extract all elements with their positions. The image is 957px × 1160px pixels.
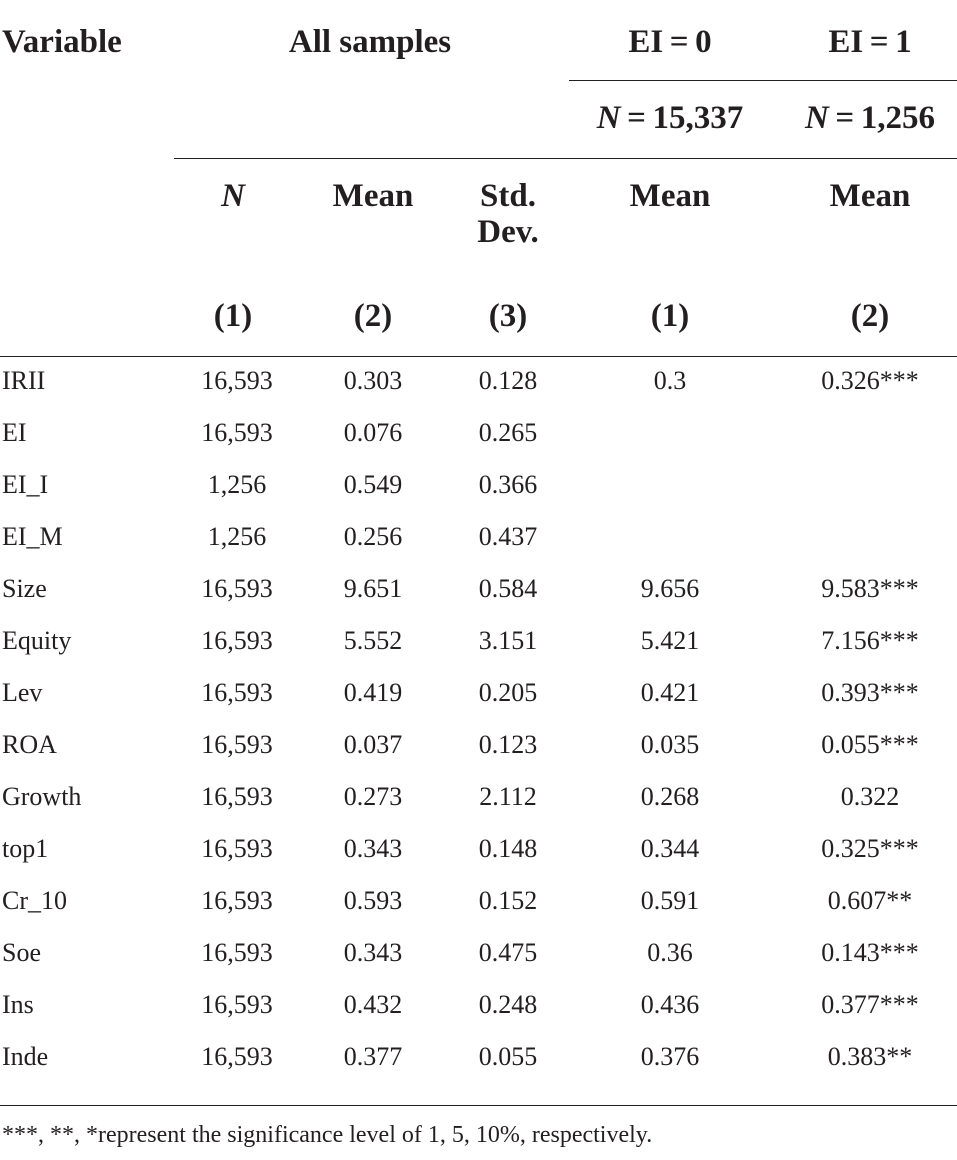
cell-mean-ei-0: 0.268	[640, 782, 700, 811]
cell-n: 16,593	[201, 990, 273, 1019]
header-all-samples: All samples	[288, 24, 452, 60]
cell-mean: 0.273	[343, 782, 403, 811]
header-n-ei-1: N = 1,256	[804, 100, 936, 136]
header-num-5: (2)	[850, 298, 890, 334]
cell-mean-ei-1: 0.055***	[821, 730, 919, 759]
cell-std: 0.152	[478, 886, 538, 915]
cell-std: 0.148	[478, 834, 538, 863]
cell-mean-ei-1: 0.322	[840, 782, 900, 811]
cell-variable: IRII	[2, 366, 46, 395]
header-num-4: (1)	[650, 298, 690, 334]
cell-mean-ei-0: 0.591	[640, 886, 700, 915]
cell-mean-ei-1: 0.325***	[821, 834, 919, 863]
cell-std: 2.112	[479, 782, 537, 811]
cell-variable: ROA	[2, 730, 57, 759]
cell-mean: 0.076	[343, 418, 403, 447]
header-col-mean: Mean	[332, 178, 414, 214]
cell-mean-ei-1: 0.143***	[821, 938, 919, 967]
cell-mean-ei-1: 0.607**	[827, 886, 913, 915]
cell-n: 1,256	[207, 522, 267, 551]
cell-mean-ei-0: 0.3	[653, 366, 687, 395]
cell-n: 1,256	[207, 470, 267, 499]
cell-variable: EI_M	[2, 522, 63, 551]
table-footnote: ***, **, *represent the significance level of 1, 5, 10%, respectively.	[2, 1122, 653, 1148]
cell-n: 16,593	[201, 574, 273, 603]
cell-n: 16,593	[201, 678, 273, 707]
header-num-2: (2)	[353, 298, 393, 334]
cell-mean: 0.343	[343, 938, 403, 967]
rule-body-top	[0, 356, 957, 357]
cell-std: 0.128	[478, 366, 538, 395]
cell-std: 0.366	[478, 470, 538, 499]
cell-variable: Cr_10	[2, 886, 67, 915]
cell-n: 16,593	[201, 938, 273, 967]
cell-mean: 0.593	[343, 886, 403, 915]
cell-mean-ei-1: 9.583***	[821, 574, 919, 603]
cell-std: 0.475	[478, 938, 538, 967]
cell-n: 16,593	[201, 730, 273, 759]
header-col-std-2: Dev.	[477, 214, 539, 250]
cell-mean-ei-0: 0.035	[640, 730, 700, 759]
cell-mean: 0.377	[343, 1042, 403, 1071]
cell-n: 16,593	[201, 834, 273, 863]
cell-variable: Lev	[2, 678, 43, 707]
cell-variable: Inde	[2, 1042, 49, 1071]
cell-std: 0.437	[478, 522, 538, 551]
cell-std: 0.123	[478, 730, 538, 759]
cell-mean-ei-1: 0.393***	[821, 678, 919, 707]
cell-std: 0.265	[478, 418, 538, 447]
cell-mean: 0.432	[343, 990, 403, 1019]
cell-mean-ei-0: 5.421	[640, 626, 700, 655]
cell-variable: Size	[2, 574, 47, 603]
cell-mean: 0.419	[343, 678, 403, 707]
cell-mean: 0.303	[343, 366, 403, 395]
cell-mean: 0.256	[343, 522, 403, 551]
header-col-mean-ei-0: Mean	[629, 178, 711, 214]
header-ei-1: EI = 1	[828, 24, 912, 60]
cell-variable: EI	[2, 418, 27, 447]
cell-variable: Soe	[2, 938, 41, 967]
cell-mean: 9.651	[343, 574, 403, 603]
cell-mean-ei-1: 0.377***	[821, 990, 919, 1019]
cell-n: 16,593	[201, 1042, 273, 1071]
cell-std: 0.055	[478, 1042, 538, 1071]
cell-mean-ei-0: 0.376	[640, 1042, 700, 1071]
cell-mean-ei-1: 0.326***	[821, 366, 919, 395]
cell-mean-ei-0: 0.421	[640, 678, 700, 707]
cell-n: 16,593	[201, 626, 273, 655]
rule-body-bottom	[0, 1105, 957, 1106]
cell-std: 0.584	[478, 574, 538, 603]
cell-mean-ei-0: 9.656	[640, 574, 700, 603]
cell-n: 16,593	[201, 886, 273, 915]
cell-mean-ei-1: 7.156***	[821, 626, 919, 655]
cell-mean-ei-0: 0.36	[647, 938, 693, 967]
cell-n: 16,593	[201, 782, 273, 811]
cell-mean-ei-0: 0.344	[640, 834, 700, 863]
header-col-std-1: Std.	[480, 178, 536, 214]
header-variable: Variable	[2, 24, 122, 60]
cell-std: 0.205	[478, 678, 538, 707]
cell-mean: 5.552	[343, 626, 403, 655]
header-n-ei-0: N = 15,337	[596, 100, 744, 136]
cell-mean-ei-1: 0.383**	[827, 1042, 913, 1071]
header-num-3: (3)	[488, 298, 528, 334]
header-ei-0: EI = 0	[628, 24, 712, 60]
cell-variable: Ins	[2, 990, 34, 1019]
cell-variable: Equity	[2, 626, 72, 655]
cell-mean: 0.549	[343, 470, 403, 499]
cell-variable: EI_I	[2, 470, 49, 499]
cell-std: 0.248	[478, 990, 538, 1019]
cell-mean-ei-0: 0.436	[640, 990, 700, 1019]
cell-variable: Growth	[2, 782, 82, 811]
cell-n: 16,593	[201, 418, 273, 447]
rule-columns	[174, 158, 957, 159]
cell-mean: 0.037	[343, 730, 403, 759]
header-col-mean-ei-1: Mean	[829, 178, 911, 214]
cell-mean: 0.343	[343, 834, 403, 863]
cell-variable: top1	[2, 834, 49, 863]
rule-group	[569, 80, 957, 81]
header-num-1: (1)	[213, 298, 253, 334]
header-col-n: N	[221, 178, 245, 214]
cell-std: 3.151	[478, 626, 538, 655]
cell-n: 16,593	[201, 366, 273, 395]
